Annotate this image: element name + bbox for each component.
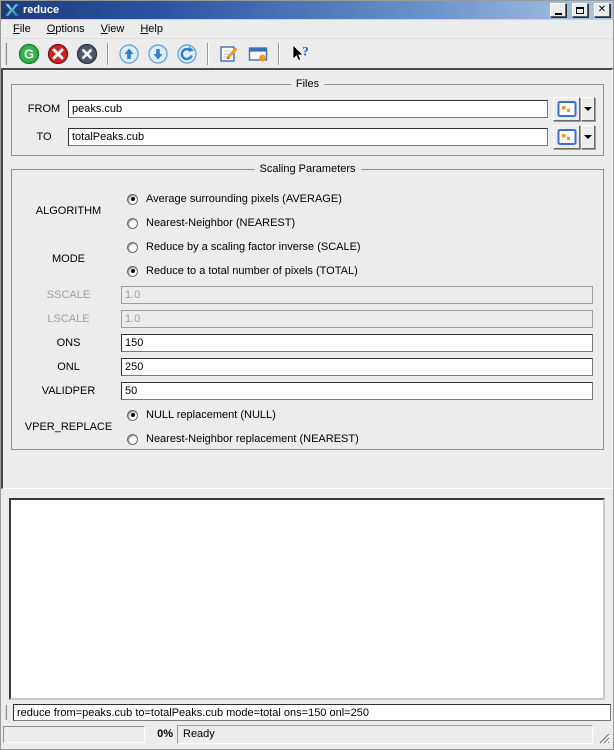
- arrow-up-icon: [118, 43, 140, 65]
- files-group: [11, 78, 604, 156]
- radio-label: Average surrounding pixels (AVERAGE): [146, 193, 342, 205]
- radio-vper-nearest[interactable]: [127, 427, 595, 451]
- mode-label: MODE: [52, 253, 85, 265]
- svg-text:?: ?: [302, 43, 309, 58]
- window-options-icon: [247, 43, 269, 65]
- menu-view[interactable]: View: [100, 23, 125, 35]
- navigate-up-button[interactable]: [116, 41, 142, 67]
- menu-file[interactable]: File: [13, 23, 31, 35]
- radio-mode-scale[interactable]: [127, 235, 595, 259]
- log-output-area[interactable]: [9, 498, 605, 700]
- stop-button[interactable]: [45, 41, 71, 67]
- edit-log-button[interactable]: [216, 41, 242, 67]
- go-icon: [18, 43, 40, 65]
- algorithm-label: ALGORITHM: [35, 205, 102, 217]
- onl-label: ONL: [57, 361, 80, 373]
- progress-widget: [3, 726, 173, 743]
- validper-input[interactable]: [121, 382, 593, 400]
- radio-label: Nearest-Neighbor (NEAREST): [146, 217, 296, 229]
- from-dropdown-button[interactable]: [581, 97, 595, 121]
- vper-replace-label: VPER_REPLACE: [24, 421, 113, 433]
- radio-vper-null[interactable]: [127, 403, 595, 427]
- status-bar: [1, 722, 613, 749]
- radio-label: Reduce to a total number of pixels (TOTAL): [146, 265, 358, 277]
- to-input[interactable]: [68, 128, 548, 146]
- close-button[interactable]: [594, 3, 610, 17]
- lscale-row: [16, 307, 595, 331]
- ons-row: [16, 331, 595, 355]
- radio-label: Reduce by a scaling factor inverse (SCALE): [146, 241, 361, 253]
- progress-bar: [3, 726, 145, 743]
- mode-group: [16, 235, 595, 283]
- to-dropdown-button[interactable]: [581, 125, 595, 149]
- command-line-grip[interactable]: [5, 705, 11, 720]
- validper-row: [16, 379, 595, 403]
- navigate-down-button[interactable]: [145, 41, 171, 67]
- from-input[interactable]: [68, 100, 548, 118]
- command-line-input[interactable]: [13, 704, 611, 721]
- chevron-down-icon: [584, 107, 592, 111]
- ons-label: ONS: [56, 337, 81, 349]
- toolbar: [1, 39, 613, 68]
- window-title: reduce: [23, 4, 60, 16]
- progress-percent: 0%: [157, 728, 173, 740]
- lscale-input: [121, 310, 593, 328]
- onl-row: [16, 355, 595, 379]
- radio-indicator: [127, 242, 138, 253]
- from-label: FROM: [27, 103, 61, 115]
- file-browse-icon: [557, 128, 577, 146]
- window-options-button[interactable]: [245, 41, 271, 67]
- toolbar-separator: [207, 43, 209, 65]
- scaling-parameters-group: [11, 163, 604, 450]
- status-message: Ready: [183, 728, 215, 740]
- radio-indicator: [127, 194, 138, 205]
- minimize-button[interactable]: [550, 3, 566, 17]
- from-browse-button[interactable]: [553, 97, 580, 121]
- command-line-bar: [1, 703, 613, 722]
- abort-button[interactable]: [74, 41, 100, 67]
- redo-button[interactable]: [174, 41, 200, 67]
- scaling-group-legend: Scaling Parameters: [255, 163, 361, 175]
- minimize-icon: [555, 13, 562, 15]
- menubar: [1, 20, 613, 39]
- vper-replace-group: [16, 403, 595, 451]
- radio-indicator: [127, 266, 138, 277]
- whats-this-help-button[interactable]: [287, 41, 313, 67]
- arrow-down-icon: [147, 43, 169, 65]
- maximize-icon: [576, 7, 584, 14]
- menu-options[interactable]: Options: [46, 23, 85, 35]
- resize-grip[interactable]: [597, 731, 610, 744]
- radio-algorithm-nearest[interactable]: [127, 211, 595, 235]
- sscale-label: SSCALE: [46, 289, 91, 301]
- titlebar: [1, 1, 613, 20]
- abort-icon: [76, 43, 98, 65]
- sscale-input: [121, 286, 593, 304]
- to-browse-button[interactable]: [553, 125, 580, 149]
- radio-label: Nearest-Neighbor replacement (NEAREST): [146, 433, 359, 445]
- log-panel: [1, 489, 613, 703]
- file-browse-icon: [557, 100, 577, 118]
- app-logo-icon: [4, 3, 19, 17]
- sscale-row: [16, 283, 595, 307]
- edit-log-icon: [218, 43, 240, 65]
- lscale-label: LSCALE: [47, 313, 90, 325]
- algorithm-group: [16, 187, 595, 235]
- to-label: TO: [36, 131, 52, 143]
- parameter-panel: [1, 68, 613, 489]
- radio-indicator: [127, 434, 138, 445]
- radio-indicator: [127, 410, 138, 421]
- stop-icon: [47, 43, 69, 65]
- radio-mode-total[interactable]: [127, 259, 595, 283]
- toolbar-grip[interactable]: [5, 43, 9, 65]
- whats-this-icon: [289, 43, 311, 65]
- toolbar-separator: [107, 43, 109, 65]
- radio-indicator: [127, 218, 138, 229]
- chevron-down-icon: [584, 135, 592, 139]
- maximize-button[interactable]: [572, 3, 588, 17]
- svg-text:G: G: [23, 46, 35, 61]
- validper-label: VALIDPER: [41, 385, 96, 397]
- close-icon: ✕: [597, 4, 607, 15]
- menu-help[interactable]: Help: [140, 23, 163, 35]
- onl-input[interactable]: [121, 358, 593, 376]
- redo-icon: [176, 43, 198, 65]
- files-group-legend: Files: [291, 78, 324, 90]
- go-button[interactable]: [16, 41, 42, 67]
- from-row: [20, 100, 595, 118]
- status-message-panel: [177, 725, 593, 744]
- radio-label: NULL replacement (NULL): [146, 409, 276, 421]
- radio-algorithm-average[interactable]: [127, 187, 595, 211]
- ons-input[interactable]: [121, 334, 593, 352]
- toolbar-separator: [278, 43, 280, 65]
- to-row: [20, 128, 595, 146]
